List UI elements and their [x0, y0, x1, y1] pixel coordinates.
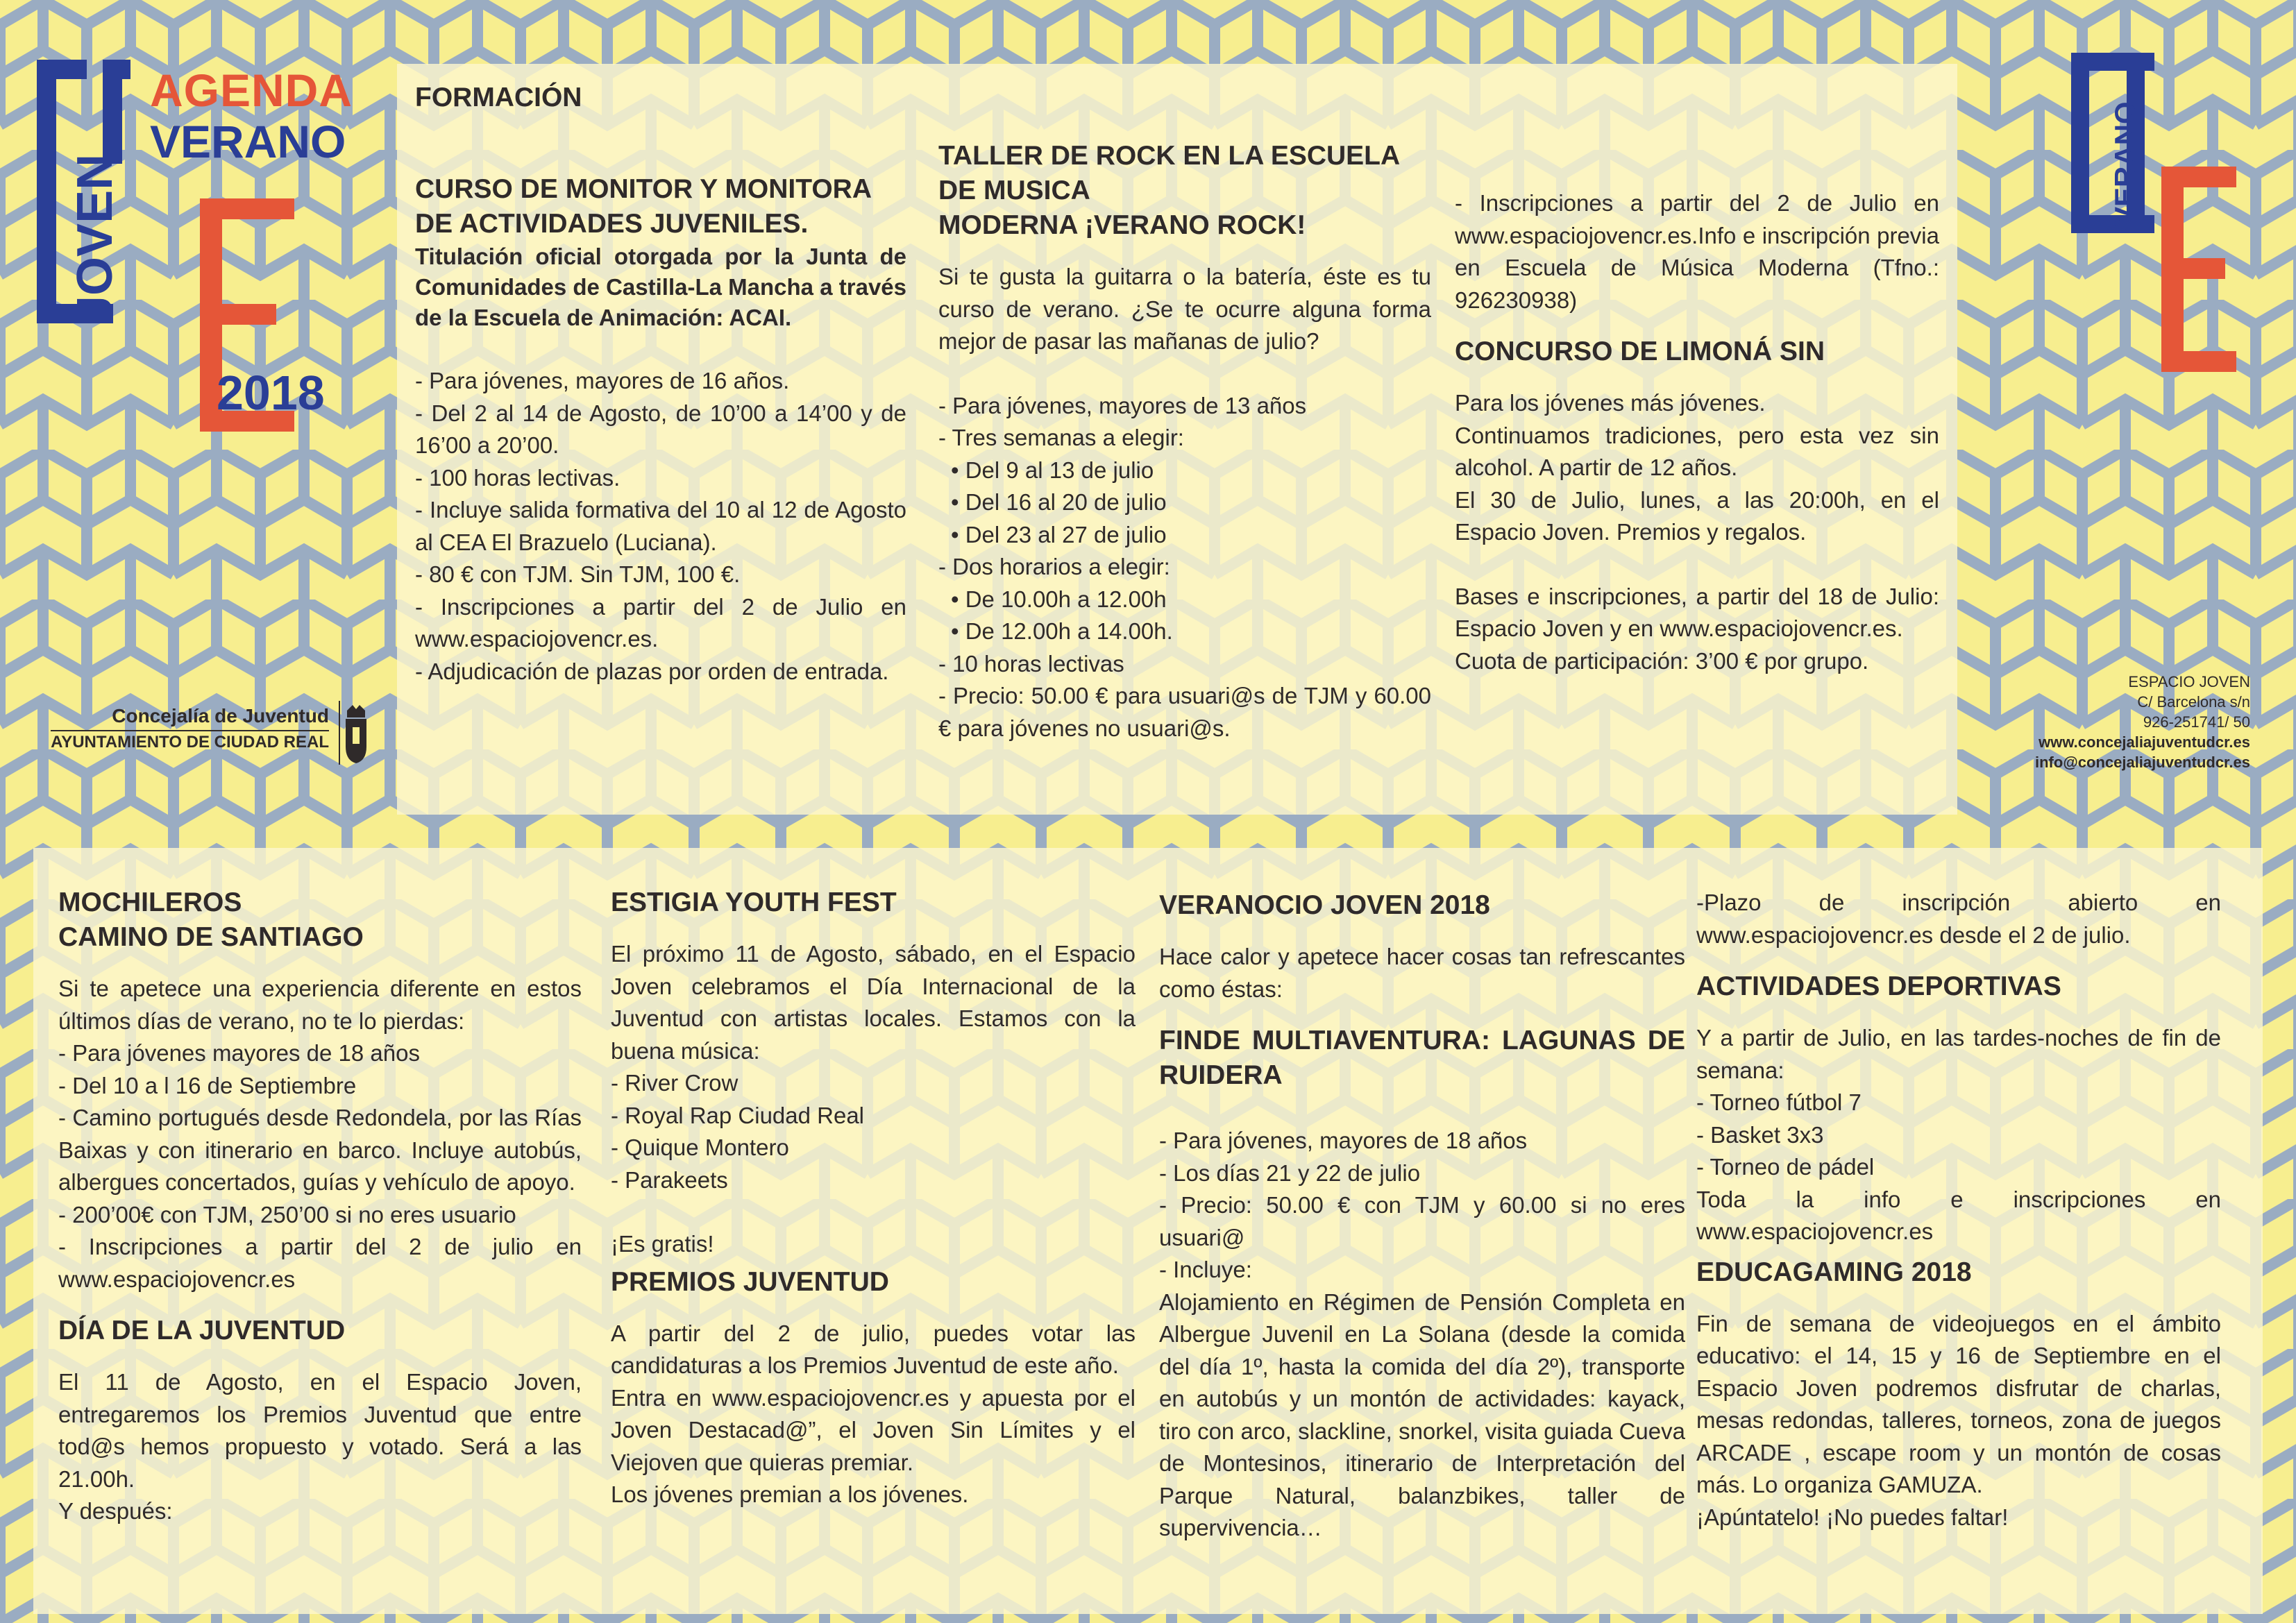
limona-p3: El 30 de Julio, lunes, a las 20:00h, en el Espacio Joven. Premios y regalos. — [1455, 486, 1939, 545]
deportes-item: - Torneo fútbol 7 — [1696, 1089, 1862, 1115]
mochileros-item: - Camino portugués desde Redondela, por las Rías Baixas y con itinerario en barco. Incluye autobús, albergues concertados, guías y vehículo de apoyo. — [58, 1105, 582, 1195]
curso-title-2: DE ACTIVIDADES JUVENILES. — [415, 209, 809, 239]
limona-p2: Continuamos tradiciones, pero esta vez sin alcohol. A partir de 12 años. — [1455, 422, 1939, 480]
curso-item: - Inscripciones a partir del 2 de Julio en www.espaciojovencr.es. — [415, 593, 906, 652]
rock-line: • De 10.00h a 12.00h — [951, 586, 1167, 612]
contact-block — [2035, 672, 2250, 772]
right-logo-verano: VERANO — [2109, 101, 2141, 226]
veranocio-item: - Para jóvenes, mayores de 18 años — [1159, 1128, 1528, 1153]
city-shield-icon — [339, 701, 373, 765]
deportes-title: ACTIVIDADES DEPORTIVAS — [1696, 971, 2061, 1001]
rock-line: • Del 23 al 27 de julio — [951, 521, 1167, 547]
rock-title-3: MODERNA ¡VERANO ROCK! — [938, 210, 1306, 240]
limona-title: CONCURSO DE LIMONÁ SIN — [1455, 337, 1825, 366]
sponsor-line1: Concejalía de Juventud — [112, 705, 329, 726]
curso-title-1: CURSO DE MONITOR Y MONITORA — [415, 174, 872, 204]
estigia-title: ESTIGIA YOUTH FEST — [611, 887, 897, 917]
rock-inscription: - Inscripciones a partir del 2 de Julio en www.espaciojovencr.es.Info e inscripción previa en Escuela de Música Moderna (Tfno.: 926230938) — [1455, 190, 1939, 313]
rock-title-2: DE MUSICA — [938, 176, 1090, 205]
veranocio-item: - Incluye: — [1159, 1257, 1252, 1282]
contact-web[interactable]: www.concejaliajuventudcr.es — [2038, 733, 2250, 751]
deportes-intro: Y a partir de Julio, en las tardes-noches de fin de semana: — [1696, 1025, 2221, 1083]
logo-verano: VERANO — [150, 116, 346, 167]
mochileros-title-2: CAMINO DE SANTIAGO — [58, 922, 364, 952]
estigia-band: - Royal Rap Ciudad Real — [611, 1102, 865, 1128]
rock-line: • Del 9 al 13 de julio — [951, 457, 1154, 483]
veranocio-detail: Alojamiento en Régimen de Pensión Completa en Albergue Juvenil en La Solana (desde la comida del día 1º, hasta la comida del día 2º), transporte en autobús y un montón de actividades: kayack, tiro con arco, slackline, snorkel, visita guiada Cueva de Montesinos, itinerario de Interpretación del Parque Natural, balanzbikes, taller de supervivencia… — [1159, 1289, 1685, 1540]
deportes-plazo: -Plazo de inscripción abierto en www.espaciojovencr.es desde el 2 de julio. — [1696, 890, 2221, 948]
rock-line: - Para jóvenes, mayores de 13 años — [938, 392, 1307, 418]
logo-joven: JOVEN — [67, 153, 123, 323]
premios-p2: Entra en www.espaciojovencr.es y apuesta por el Joven Destacad@”, el Joven Sin Límites y el Viejoven que quieras premiar. — [611, 1384, 1136, 1475]
estigia-column — [611, 885, 1136, 1511]
rock-title-1: TALLER DE ROCK EN LA ESCUELA — [938, 141, 1401, 171]
dia-title: DÍA DE LA JUVENTUD — [58, 1316, 346, 1345]
estigia-band: - Quique Montero — [611, 1135, 789, 1160]
veranocio-column — [1159, 888, 1685, 1545]
verano-right-logo — [2071, 53, 2259, 379]
educagaming-title: EDUCAGAMING 2018 — [1696, 1257, 1972, 1287]
rock-line: - Precio: 50.00 € para usuari@s de TJM y 60.00 € para jóvenes no usuari@s. — [938, 683, 1431, 741]
curso-item: - Del 2 al 14 de Agosto, de 10’00 a 14’00 y de 16’00 a 20’00. — [415, 400, 906, 458]
rock-line: - Tres semanas a elegir: — [938, 425, 1184, 450]
contact-email[interactable]: info@concejaliajuventudcr.es — [2035, 754, 2250, 771]
limona-p1: Para los jóvenes más jóvenes. — [1455, 390, 1766, 416]
curso-subtitle: Titulación oficial otorgada por la Junta de Comunidades de Castilla-La Mancha a través de la Escuela de Animación: ACAI. — [415, 244, 906, 330]
dia-text: El 11 de Agosto, en el Espacio Joven, entregaremos los Premios Juventud que entre tod@s hemos propuesto y votado. Será a las 21.00h. — [58, 1369, 582, 1492]
multiaventura-title: FINDE MULTIAVENTURA: LAGUNAS DE RUIDERA — [1159, 1026, 1685, 1090]
sponsor-block — [51, 701, 391, 763]
contact-address: C/ Barcelona s/n — [2137, 693, 2250, 711]
curso-item: - Adjudicación de plazas por orden de entrada. — [415, 658, 889, 684]
mochileros-item: - Para jóvenes mayores de 18 años — [58, 1040, 420, 1066]
curso-item: - 100 horas lectivas. — [415, 464, 621, 491]
sponsor-line2: AYUNTAMIENTO DE CIUDAD REAL — [51, 730, 329, 752]
rock-line: • De 12.00h a 14.00h. — [951, 618, 1173, 644]
curso-item: - Incluye salida formativa del 10 al 12 de Agosto al CEA El Brazuelo (Luciana). — [415, 497, 906, 555]
mochileros-column — [58, 885, 582, 1528]
curso-item: - 80 € con TJM. Sin TJM, 100 €. — [415, 561, 741, 587]
rock-line: • Del 16 al 20 de julio — [951, 489, 1167, 515]
mochileros-title-1: MOCHILEROS — [58, 887, 242, 917]
veranocio-title: VERANOCIO JOVEN 2018 — [1159, 890, 1490, 920]
formacion-column — [415, 80, 906, 688]
dia-after: Y después: — [58, 1498, 173, 1524]
veranocio-item: - Los días 21 y 22 de julio — [1159, 1159, 1421, 1186]
educagaming-text: Fin de semana de videojuegos en el ámbito educativo: el 14, 15 y 16 de Septiembre en el Espacio Joven podremos disfrutar de charlas, mesas redondas, talleres, torneos, zona de juegos ARCADE , escape room y un montón de cosas más. Lo organiza GAMUZA. — [1696, 1310, 2221, 1497]
limona-p4: Bases e inscripciones, a partir del 18 de Julio: Espacio Joven y en www.espaciojovencr.es. — [1455, 583, 1939, 641]
contact-phone: 926-251741/ 50 — [2143, 713, 2250, 731]
veranocio-item: - Precio: 50.00 € con TJM y 60.00 si no eres usuari@ — [1159, 1192, 1685, 1250]
curso-item: - Para jóvenes, mayores de 16 años. — [415, 368, 790, 393]
premios-p3: Los jóvenes premian a los jóvenes. — [611, 1481, 969, 1507]
estigia-band: - River Crow — [611, 1070, 738, 1096]
estigia-free: ¡Es gratis! — [611, 1231, 714, 1257]
formacion-heading: FORMACIÓN — [415, 83, 582, 112]
deportes-info: Toda la info e inscripciones en www.espaciojovencr.es — [1696, 1186, 2221, 1244]
deportes-column — [1696, 887, 2221, 1533]
premios-p1: A partir del 2 de julio, puedes votar las candidaturas a los Premios Juventud de este año. — [611, 1320, 1136, 1378]
deportes-item: - Basket 3x3 — [1696, 1121, 1824, 1148]
premios-title: PREMIOS JUVENTUD — [611, 1266, 889, 1297]
limona-column — [1455, 187, 1939, 677]
mochileros-item: - Del 10 a l 16 de Septiembre — [58, 1072, 357, 1098]
rock-line: - 10 horas lectivas — [938, 650, 1124, 677]
mochileros-intro: Si te apetece una experiencia diferente en estos últimos días de verano, no te lo pierdas: — [58, 976, 582, 1034]
deportes-item: - Torneo de pádel — [1696, 1154, 1875, 1180]
mochileros-item: - Inscripciones a partir del 2 de julio en www.espaciojovencr.es — [58, 1234, 582, 1292]
logo-year: 2018 — [217, 366, 325, 420]
contact-name: ESPACIO JOVEN — [2128, 673, 2250, 690]
veranocio-intro: Hace calor y apetece hacer cosas tan refrescantes como éstas: — [1159, 944, 1685, 1002]
rock-column — [938, 139, 1431, 745]
estigia-band: - Parakeets — [611, 1166, 728, 1193]
limona-p5: Cuota de participación: 3’00 € por grupo. — [1455, 647, 1869, 674]
mochileros-item: - 200’00€ con TJM, 250’00 si no eres usuario — [58, 1201, 516, 1227]
logo-agenda: AGENDA — [150, 65, 353, 116]
rock-line: - Dos horarios a elegir: — [938, 554, 1170, 579]
educagaming-cta: ¡Apúntatelo! ¡No puedes faltar! — [1696, 1504, 2009, 1530]
agenda-verano-logo — [33, 60, 380, 448]
estigia-text: El próximo 11 de Agosto, sábado, en el Espacio Joven celebramos el Día Internacional de la Juventud con artistas locales. Estamos con la buena música: — [611, 941, 1136, 1064]
rock-intro: Si te gusta la guitarra o la batería, éste es tu curso de verano. ¿Se te ocurre alguna forma mejor de pasar las mañanas de julio? — [938, 264, 1431, 354]
